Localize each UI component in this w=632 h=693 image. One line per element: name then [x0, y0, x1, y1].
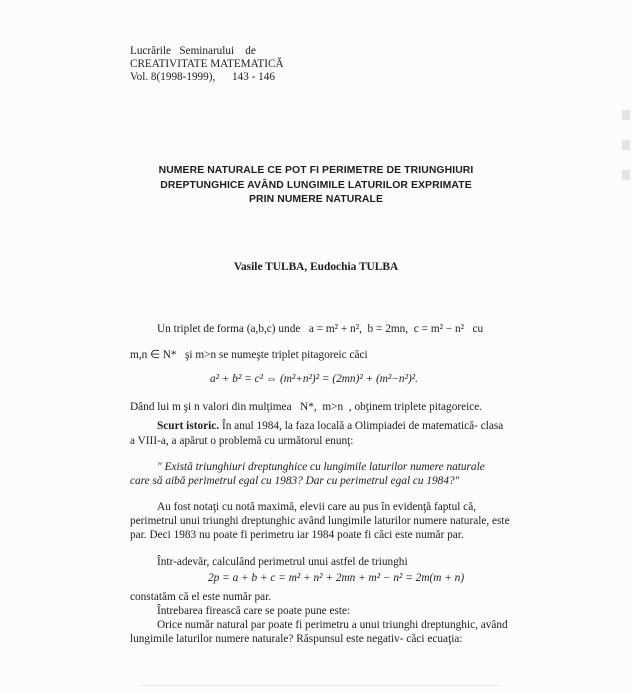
- paragraph-2: Dând lui m şi n valori din mulţimea N*, m>n , obţinem triplete pitagoreice.: [130, 401, 483, 413]
- paragraph-7: Întrebarea firească care se poate pune este:: [157, 605, 351, 617]
- paragraph-8-line-1: Orice număr natural par poate fi perimetru a unui triunghi dreptunghic, având: [157, 619, 508, 631]
- paragraph-4-line-1: Au fost notaţi cu notă maximă, elevii care au pus în evidenţă faptul că,: [157, 501, 477, 513]
- header-line-2: CREATIVITATE MATEMATICĂ: [130, 58, 284, 70]
- paragraph-1-line-1: Un triplet de forma (a,b,c) unde a = m² + n², b = 2mn, c = m² − n² cu: [157, 323, 484, 335]
- paragraph-3-line-1: [157, 419, 503, 433]
- journal-header: [130, 45, 284, 84]
- header-line-3: Vol. 8(1998-1999), 143 - 146: [130, 71, 275, 83]
- paragraph-8-line-2: lungimile laturilor numere naturale? Răspunsul este negativ- căci ecuaţia:: [130, 633, 463, 645]
- paragraph-6: constatăm că el este număr par.: [130, 591, 272, 603]
- paragraph-1-line-2: m,n ∈ N* şi m>n se numeşte triplet pitagoreic căci: [130, 349, 368, 361]
- scan-noise: [140, 685, 500, 686]
- formula-pythagoras: a² + b² = c² ⇔ (m²+n²)² = (2mn)² + (m²−n²)².: [210, 373, 418, 385]
- title-line-1: NUMERE NATURALE CE POT FI PERIMETRE DE TRIUNGHIURI: [158, 165, 474, 176]
- quote-line-1: " Există triunghiuri dreptunghice cu lungimile laturilor numere naturale: [157, 461, 485, 473]
- quote-line-2: care să aibă perimetrul egal cu 1983? Dar cu perimetrul egal cu 1984?": [130, 475, 460, 487]
- formula-perimeter: 2p = a + b + c = m² + n² + 2mn + m² − n² = 2m(m + n): [208, 572, 465, 584]
- title-line-2: DREPTUNGHICE AVÂND LUNGIMILE LATURILOR EXPRIMATE: [160, 179, 472, 191]
- scan-edge-mark: [622, 170, 630, 180]
- article-title: [100, 164, 532, 208]
- title-line-3: PRIN NUMERE NATURALE: [249, 194, 383, 205]
- header-line-1: Lucrările Seminarului de: [130, 45, 256, 57]
- paragraph-3-text: În anul 1984, la faza locală a Olimpiadei de matematică- clasa: [219, 420, 504, 432]
- paragraph-3-line-2: a VIII-a, a apărut o problemă cu următorul enunţ:: [130, 435, 354, 447]
- section-label-history: Scurt istoric.: [157, 420, 220, 432]
- authors: Vasile TULBA, Eudochia TULBA: [233, 261, 399, 273]
- paragraph-4-line-3: par. Deci 1983 nu poate fi perimetru iar 1984 poate fi căci este număr par.: [130, 529, 464, 541]
- paragraph-5: Într-adevăr, calculând perimetrul unui astfel de triunghi: [157, 556, 408, 568]
- scan-edge-mark: [622, 140, 630, 150]
- scan-edge-mark: [622, 110, 630, 120]
- paragraph-4-line-2: perimetrul unui triunghi dreptunghic având lungimile laturilor numere naturale, este: [130, 515, 510, 527]
